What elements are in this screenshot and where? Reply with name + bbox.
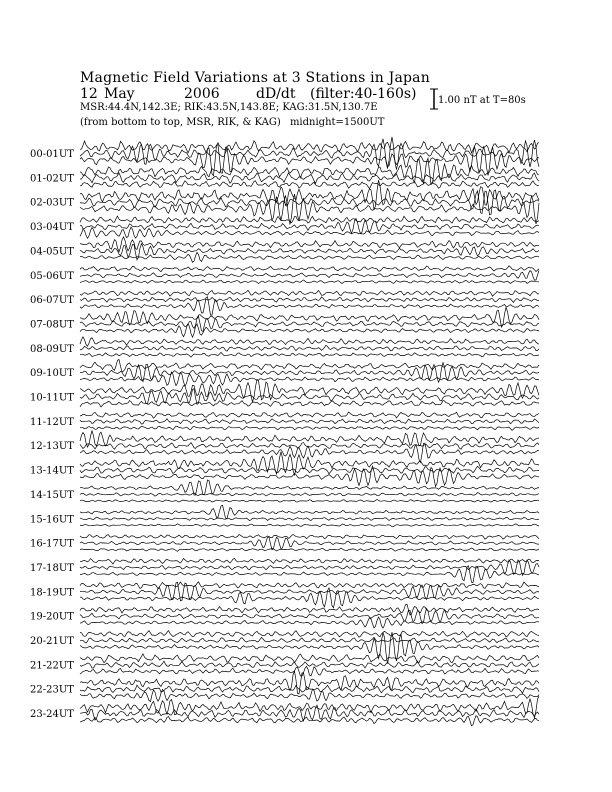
hour-label: 02-03UT xyxy=(30,197,74,209)
hour-label: 23-24UT xyxy=(30,709,74,721)
hour-label: 06-07UT xyxy=(30,295,74,307)
hour-label: 17-18UT xyxy=(30,562,74,574)
trace-msr xyxy=(80,666,539,676)
trace-rik xyxy=(80,637,539,643)
trace-msr xyxy=(80,588,539,608)
hour-label: 10-11UT xyxy=(30,392,74,404)
trace-kag xyxy=(80,480,539,495)
hour-label: 20-21UT xyxy=(30,636,74,647)
hour-label: 19-20UT xyxy=(30,611,74,623)
trace-kag xyxy=(80,452,539,475)
hour-label: 07-08UT xyxy=(30,319,74,331)
trace-rik xyxy=(80,190,539,215)
hour-label: 05-06UT xyxy=(30,270,74,282)
order-note: (from bottom to top, MSR, RIK, & KAG) xyxy=(80,117,281,128)
hour-label: 16-17UT xyxy=(30,538,74,550)
trace-msr xyxy=(80,372,539,386)
hour-label: 00-01UT xyxy=(30,149,74,160)
hour-label: 01-02UT xyxy=(30,173,74,185)
trace-rik xyxy=(80,270,539,280)
quantity-label: dD/dt xyxy=(256,86,296,102)
date-month: May xyxy=(104,86,135,102)
trace-kag xyxy=(80,431,539,447)
trace-kag xyxy=(80,631,539,638)
trace-msr xyxy=(80,297,539,315)
trace-kag xyxy=(80,582,539,589)
hour-label: 11-12UT xyxy=(30,416,74,428)
hour-label: 03-04UT xyxy=(30,222,74,234)
trace-msr xyxy=(80,352,539,357)
trace-rik xyxy=(80,317,539,332)
hour-label: 13-14UT xyxy=(30,465,74,477)
trace-kag xyxy=(80,290,539,296)
trace-rik xyxy=(80,137,539,170)
trace-rik xyxy=(80,537,539,550)
scale-label: 1.00 nT at T=80s xyxy=(438,95,526,106)
trace-rik xyxy=(80,297,539,303)
trace-kag xyxy=(80,505,539,518)
trace-msr xyxy=(80,401,539,407)
date-day: 12 xyxy=(80,86,98,102)
trace-rik xyxy=(80,661,539,668)
trace-msr xyxy=(80,426,539,430)
stations-line: MSR:44.4N,142.3E; RIK:43.5N,143.8E; KAG:31.5N,130.7E xyxy=(80,102,378,113)
hour-label: 08-09UT xyxy=(30,343,74,355)
trace-kag xyxy=(80,535,539,540)
trace-kag xyxy=(80,337,539,346)
trace-kag xyxy=(80,654,539,663)
trace-kag xyxy=(80,604,539,615)
trace-msr xyxy=(80,548,539,551)
trace-msr xyxy=(80,524,539,527)
trace-msr xyxy=(80,689,539,701)
date-year: 2006 xyxy=(184,86,220,102)
trace-rik xyxy=(80,608,539,623)
trace-kag xyxy=(80,412,539,418)
hour-label: 22-23UT xyxy=(30,684,74,696)
trace-rik xyxy=(80,443,539,450)
trace-msr xyxy=(80,280,539,284)
trace-rik xyxy=(80,419,539,424)
hour-label: 18-19UT xyxy=(30,587,74,599)
trace-msr xyxy=(80,181,539,189)
trace-msr xyxy=(80,443,539,462)
trace-msr xyxy=(80,632,539,663)
trace-rik xyxy=(80,345,539,351)
trace-kag xyxy=(80,141,539,153)
trace-kag xyxy=(80,558,539,564)
midnight-note: midnight=1500UT xyxy=(289,117,385,128)
chart-title: Magnetic Field Variations at 3 Stations in Japan xyxy=(80,70,430,86)
trace-msr xyxy=(80,324,539,337)
trace-kag xyxy=(80,266,539,272)
trace-msr xyxy=(80,500,539,503)
filter-label: (filter:40-160s) xyxy=(310,86,417,102)
trace-msr xyxy=(80,227,539,238)
trace-rik xyxy=(80,173,539,184)
trace-rik xyxy=(80,219,539,234)
hour-label: 21-22UT xyxy=(30,660,74,672)
trace-msr xyxy=(80,617,539,628)
hour-label: 09-10UT xyxy=(30,368,74,380)
trace-kag xyxy=(80,216,539,223)
hour-label: 15-16UT xyxy=(30,514,74,526)
trace-rik xyxy=(80,493,539,496)
trace-msr xyxy=(80,716,539,726)
trace-msr xyxy=(80,194,539,224)
hour-label: 04-05UT xyxy=(30,246,74,258)
trace-rik xyxy=(80,517,539,520)
trace-rik xyxy=(80,466,539,474)
hour-label: 12-13UT xyxy=(30,441,74,453)
hour-label: 14-15UT xyxy=(30,489,74,501)
trace-msr xyxy=(80,466,539,486)
